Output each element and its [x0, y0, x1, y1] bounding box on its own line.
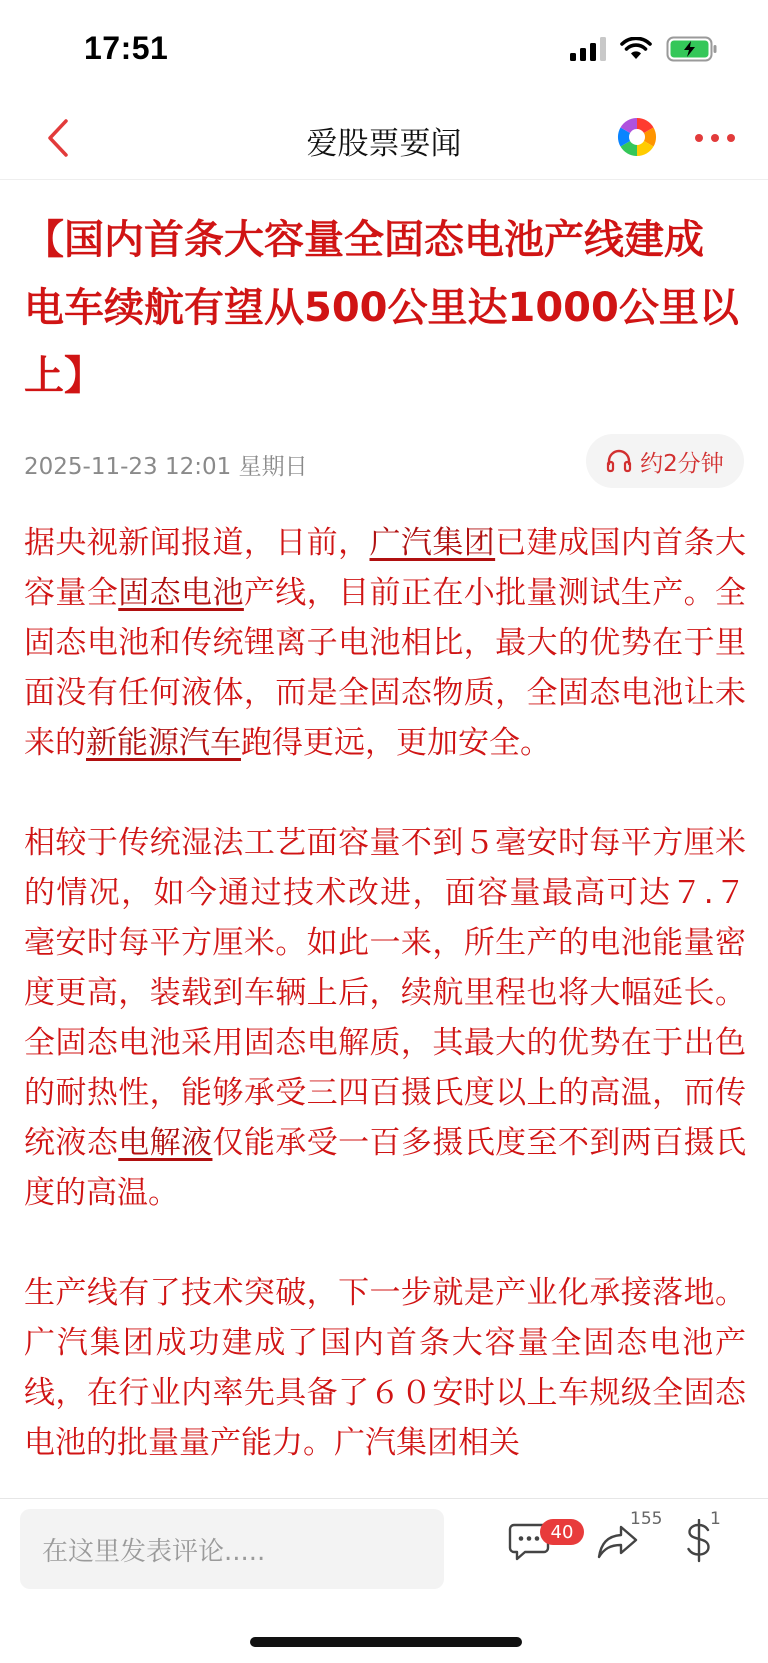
- article-paragraph: [24, 518, 746, 768]
- more-dots-icon[interactable]: [690, 118, 740, 158]
- status-time: 17:51: [84, 30, 169, 66]
- article-title: 【国内首条大容量全固态电池产线建成 电车续航有望从500公里达1000公里以上】: [24, 217, 739, 399]
- keyword-link[interactable]: 新能源汽车: [86, 725, 241, 761]
- article-date: 2025-11-23 12:01 星期日: [24, 454, 308, 480]
- keyword-link[interactable]: 固态电池: [118, 575, 244, 611]
- color-aperture-logo[interactable]: [616, 116, 658, 158]
- paragraph-text: 相较于传统湿法工艺面容量不到５毫安时每平方厘米的情况，如今通过技术改进，面容量最高可达７.７毫安时每平方厘米。如此一来，所生产的电池能量密度更高，装载到车辆上后，续航里程也将大幅延长。全固态电池采用固态电解质，其最大的优势在于出色的耐热性，能够承受三四百摄氏度以上的高温，而传统液态: [24, 825, 746, 1161]
- wifi-icon: [620, 37, 652, 65]
- paragraph-text: 已建成国内首条大容量全: [24, 525, 746, 611]
- home-indicator: [250, 1637, 522, 1647]
- article-paragraph: [24, 1268, 746, 1468]
- audio-duration-label: 约2分钟: [640, 450, 724, 477]
- comment-count-badge: 40: [540, 1519, 584, 1545]
- share-count: 155: [630, 1509, 663, 1529]
- paragraph-text: 据央视新闻报道，日前，: [24, 525, 370, 561]
- bottom-bar: [0, 1498, 768, 1663]
- battery-charging-icon: [666, 36, 718, 66]
- listen-audio-button[interactable]: [586, 434, 744, 488]
- headphones-icon: [606, 449, 632, 473]
- tip-count: 1: [710, 1509, 721, 1529]
- nav-bar: [0, 100, 768, 180]
- paragraph-text: 跑得更远，更加安全。: [241, 725, 551, 761]
- nav-title: 爱股票要闻: [306, 126, 462, 162]
- article-paragraph: [24, 818, 746, 1218]
- article-body: [24, 518, 746, 1498]
- paragraph-text: 生产线有了技术突破，下一步就是产业化承接落地。广汽集团成功建成了国内首条大容量全固态电池产线，在行业内率先具备了６０安时以上车规级全固态电池的批量量产能力。广汽集团相关: [24, 1275, 746, 1461]
- comment-placeholder: 在这里发表评论.....: [42, 1536, 266, 1567]
- keyword-link[interactable]: 电解液: [118, 1125, 213, 1161]
- keyword-link[interactable]: 广汽集团: [369, 525, 496, 561]
- signal-icon: [570, 37, 606, 65]
- comment-input[interactable]: [20, 1509, 444, 1589]
- paragraph-text: 仅能承受一百多摄氏度至不到两百摄氏度的高温。: [24, 1125, 746, 1211]
- status-icons: [570, 36, 718, 66]
- status-bar: [0, 0, 768, 100]
- paragraph-text: 产线，目前正在小批量测试生产。全固态电池和传统锂离子电池相比，最大的优势在于里面没有任何液体，而是全固态物质，全固态电池让未来的: [24, 575, 746, 761]
